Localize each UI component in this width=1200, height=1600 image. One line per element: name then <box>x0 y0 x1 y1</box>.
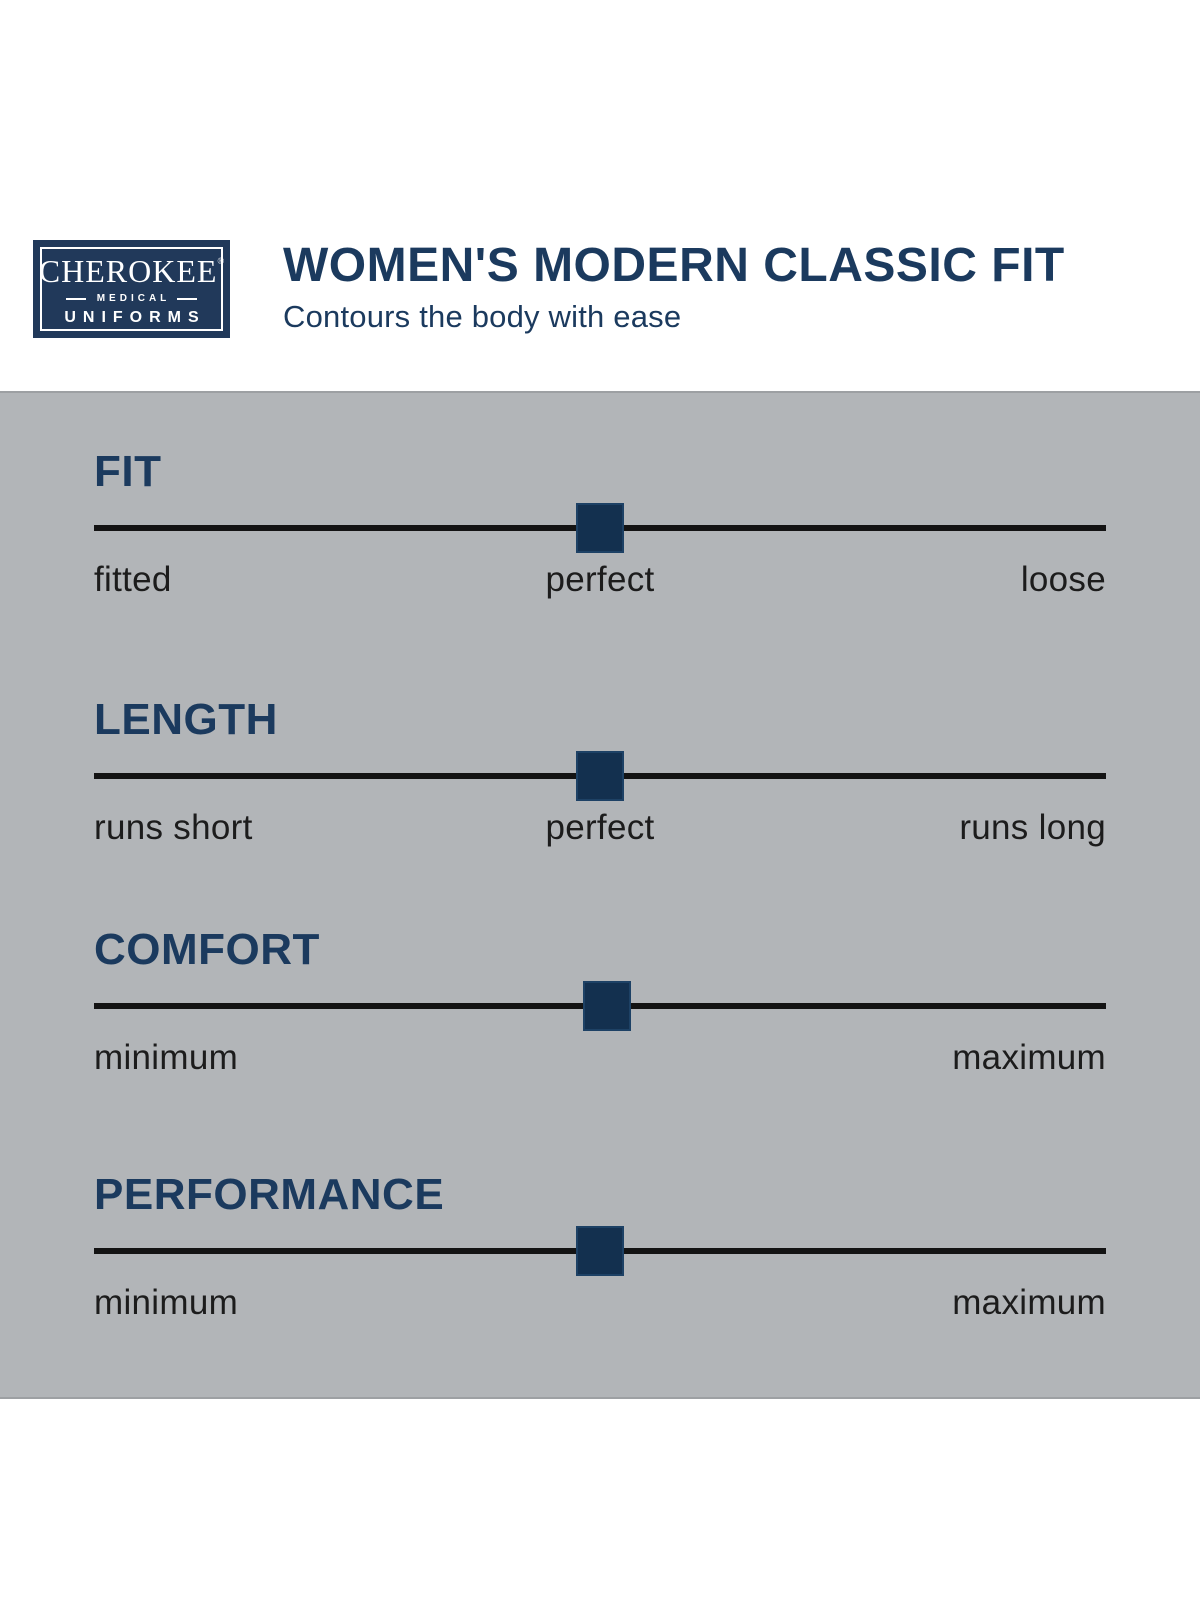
scale-row-comfort <box>94 925 1106 1088</box>
page-title: WOMEN'S MODERN CLASSIC FIT <box>283 239 1065 292</box>
scale-label-left: minimum <box>94 1038 239 1077</box>
scale-track <box>94 981 1106 1031</box>
logo-division-row <box>66 294 198 304</box>
page-subtitle: Contours the body with ease <box>283 299 682 334</box>
scale-marker <box>576 1226 624 1276</box>
scale-labels <box>94 560 1106 604</box>
scale-heading: PERFORMANCE <box>94 1170 445 1219</box>
logo-divider-line <box>66 298 86 300</box>
scale-heading: COMFORT <box>94 925 320 974</box>
scale-labels <box>94 1283 1106 1327</box>
scale-label-left: fitted <box>94 560 172 599</box>
scale-label-left: minimum <box>94 1283 239 1322</box>
scale-label-right: maximum <box>952 1283 1106 1322</box>
fit-scales-panel <box>0 391 1200 1399</box>
scale-label-left: runs short <box>94 808 253 847</box>
scale-label-center: perfect <box>545 808 655 847</box>
registered-trademark-icon: ® <box>217 255 225 266</box>
scale-label-center: perfect <box>545 560 655 599</box>
scale-marker <box>576 751 624 801</box>
scale-label-right: maximum <box>952 1038 1106 1077</box>
scale-label-right: runs long <box>959 808 1106 847</box>
scale-heading: LENGTH <box>94 695 278 744</box>
scale-track <box>94 503 1106 553</box>
scale-marker <box>576 503 624 553</box>
scale-track <box>94 1226 1106 1276</box>
logo-brand-wordmark: CHEROKEE <box>38 252 218 289</box>
scale-heading: FIT <box>94 447 162 496</box>
scale-marker <box>583 981 631 1031</box>
scale-labels <box>94 1038 1106 1082</box>
scale-row-length <box>94 695 1106 858</box>
brand-logo <box>33 240 230 338</box>
logo-brand-text <box>38 252 225 289</box>
scale-track <box>94 751 1106 801</box>
logo-uniforms-text: UNIFORMS <box>64 308 206 326</box>
scale-label-right: loose <box>1020 560 1106 599</box>
scale-labels <box>94 808 1106 852</box>
scale-row-fit <box>94 447 1106 610</box>
header-title-block <box>283 240 1065 334</box>
logo-divider-line <box>177 298 197 300</box>
scale-row-performance <box>94 1170 1106 1333</box>
logo-division-text: MEDICAL <box>96 292 171 304</box>
